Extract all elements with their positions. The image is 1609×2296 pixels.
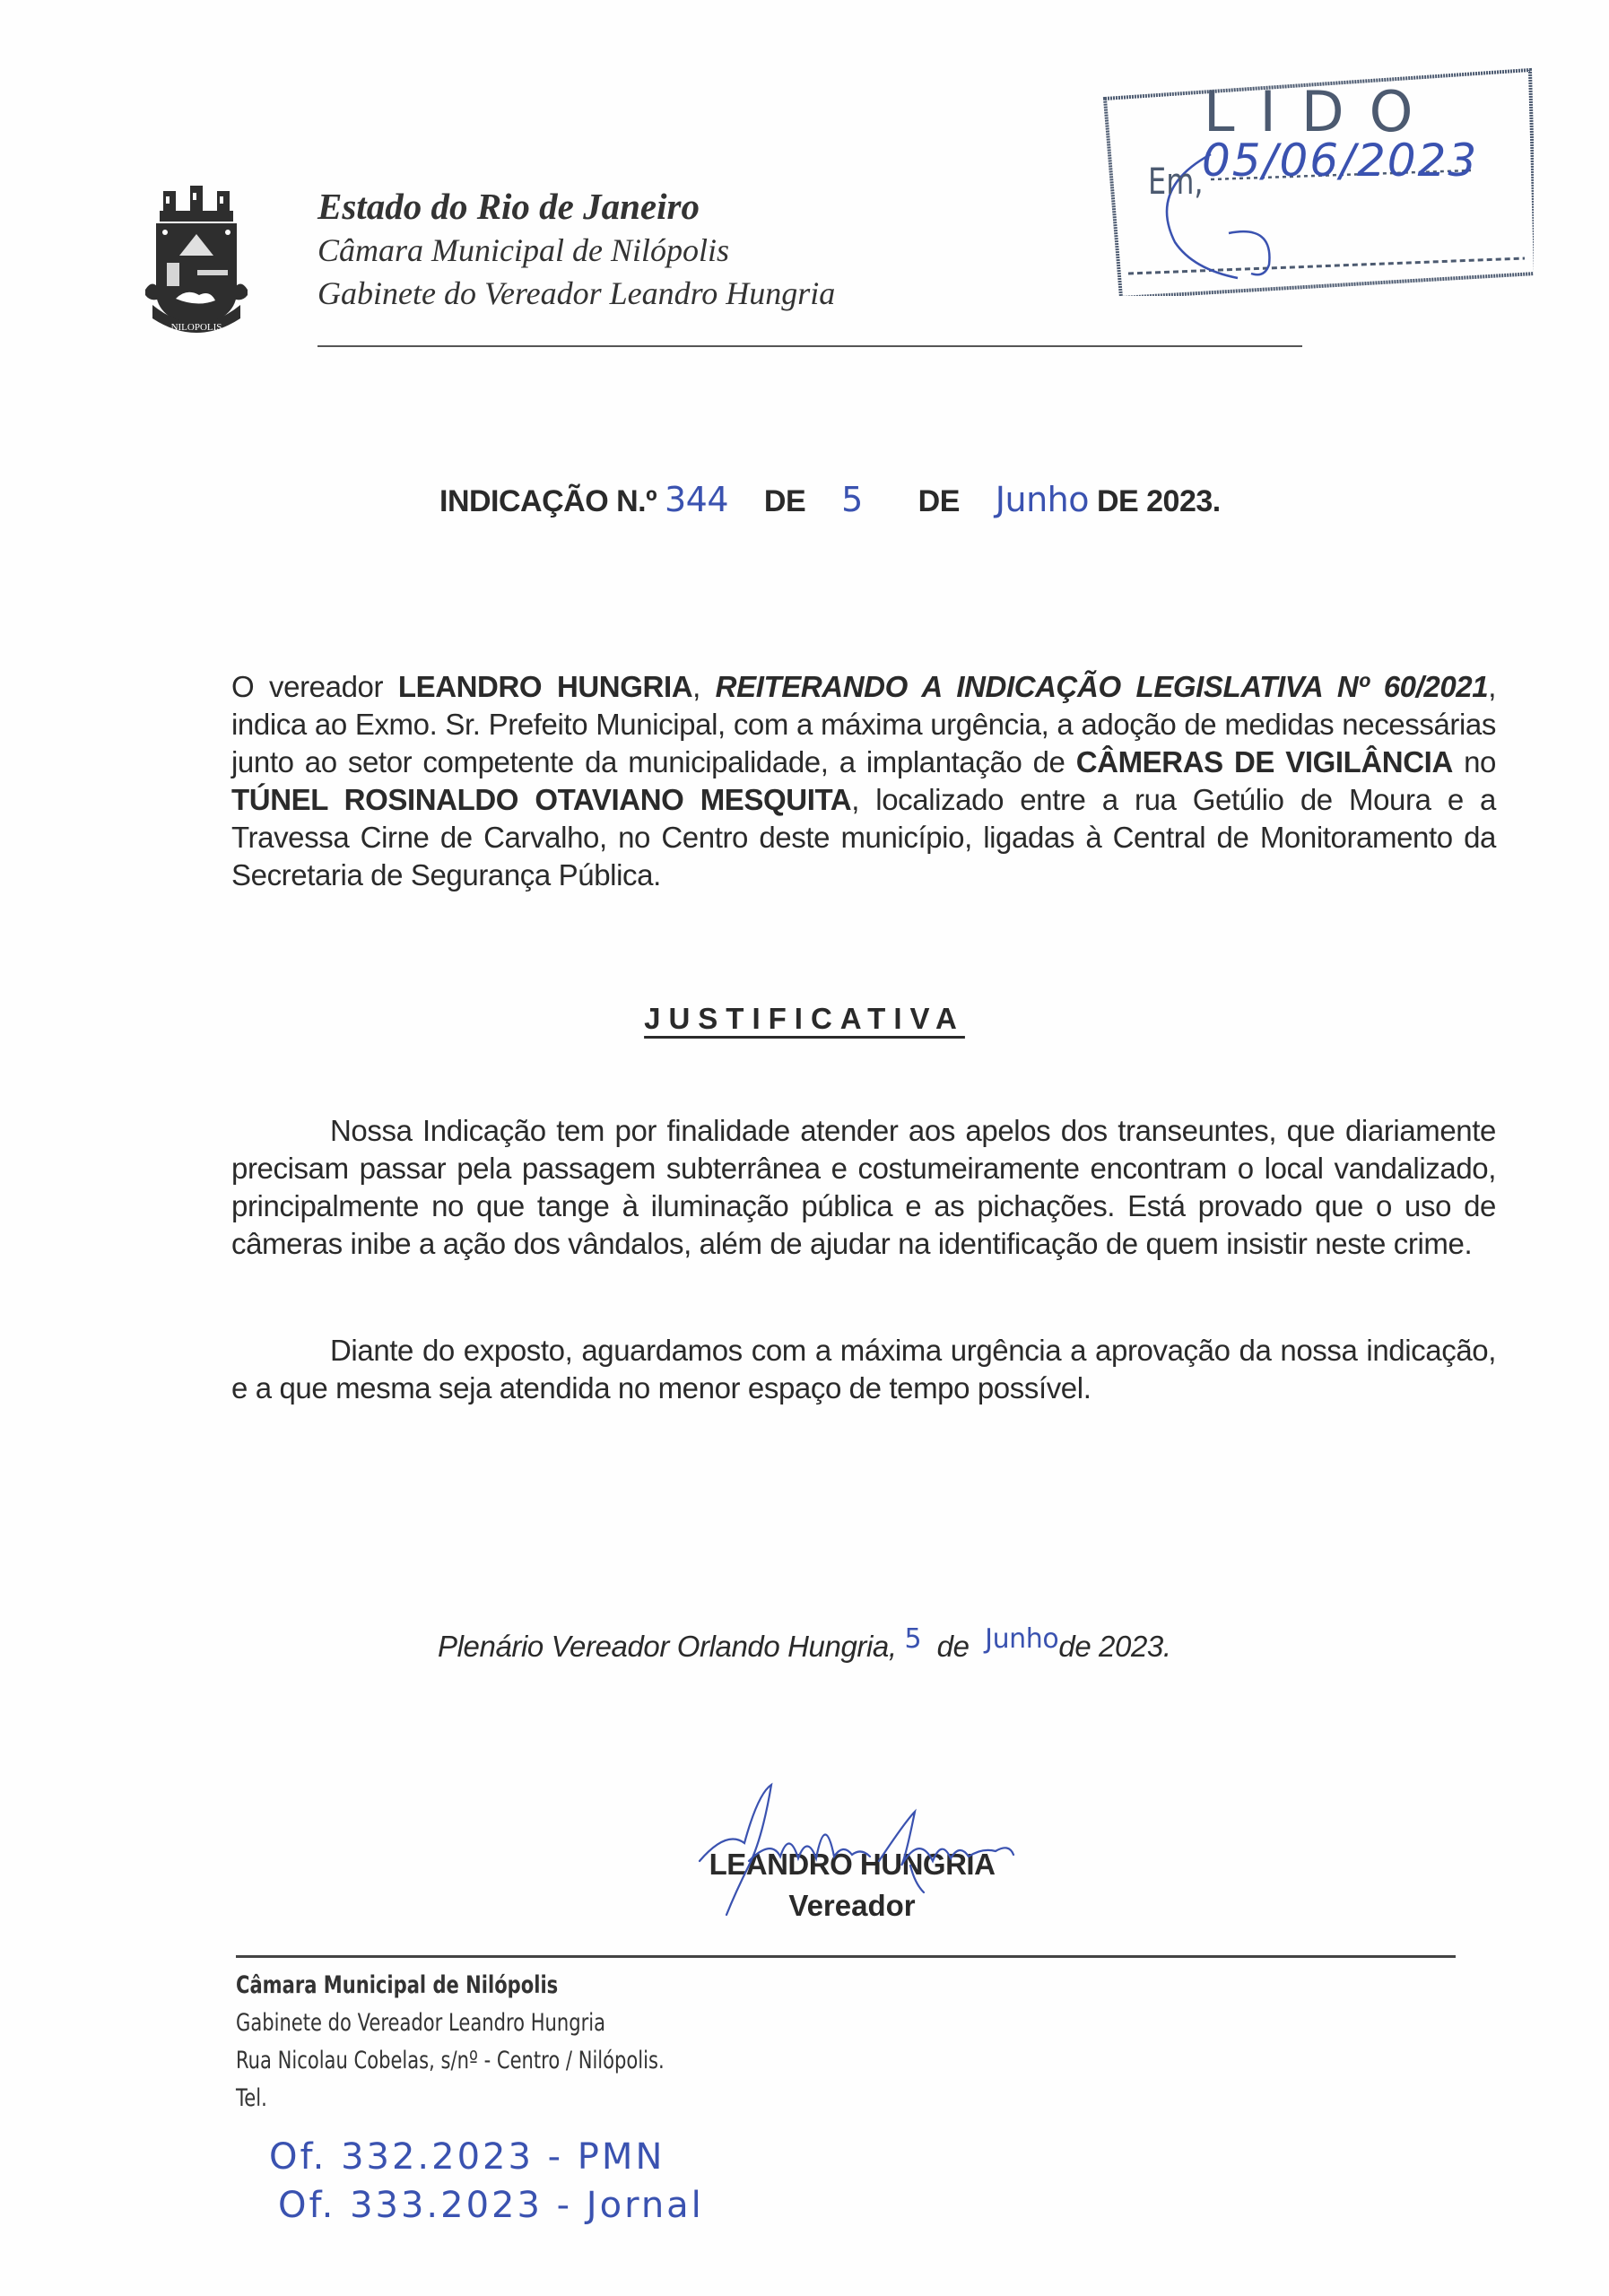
state-name: Estado do Rio de Janeiro	[317, 186, 700, 227]
note-line: Of. 333.2023 - Jornal	[278, 2185, 704, 2226]
signatory-role: Vereador	[788, 1889, 916, 1922]
document-title	[439, 480, 1221, 519]
title-year: DE 2023.	[1096, 484, 1221, 518]
stamp-handwritten-date: 05/06/2023	[1202, 135, 1479, 187]
letterhead	[317, 184, 835, 315]
title-de: DE	[763, 484, 806, 518]
handwritten-signature	[673, 1758, 1049, 1919]
title-month: Junho	[995, 480, 1090, 519]
reiterated-indication: REITERANDO A INDICAÇÃO LEGISLATIVA Nº 60/2021	[715, 670, 1489, 703]
chamber-name: Câmara Municipal de Nilópolis	[317, 232, 729, 268]
footer-phone: Tel.	[236, 2084, 267, 2112]
indication-paragraph: O vereador LEANDRO HUNGRIA, REITERANDO A INDICAÇÃO LEGISLATIVA Nº 60/2021, indica ao Exmo. Sr. Prefeito Municipal, com a máxima urgência, a adoção de medidas necessárias junto ao setor competente da municipalidade, a implantação de CÂMERAS DE VIGILÂNCIA no TÚNEL ROSINALDO OTAVIANO MESQUITA, localizado entre a rua Getúlio de Moura e a Travessa Cirne de Carvalho, no Centro deste município, ligadas à Central de Monitoramento da Secretaria de Segurança Pública.	[231, 670, 1496, 891]
closing-month: Junho	[985, 1623, 1059, 1655]
title-prefix: INDICAÇÃO N.º	[439, 484, 657, 518]
conclusion-paragraph: Diante do exposto, aguardamos com a máxima urgência a aprovação da nossa indicação, e a que mesma seja atendida no menor espaço de tempo possível.	[231, 1334, 1496, 1405]
signatory-name: LEANDRO HUNGRIA	[709, 1848, 996, 1881]
footer-address	[236, 1967, 665, 2118]
justification-paragraph: Nossa Indicação tem por finalidade atender aos apelos dos transeuntes, que diariamente precisam passar pela passagem subterrânea e costumeiramente encontram o local vandalizado, principalmente no que tange à iluminação pública e as pichações. Está provado que o uso de câmeras inibe a ação dos vândalos, além de ajudar na identificação de quem insistir neste crime.	[231, 1114, 1496, 1260]
note-line: Of. 332.2023 - PMN	[269, 2136, 665, 2178]
office-name: Gabinete do Vereador Leandro Hungria	[317, 275, 836, 311]
footer-chamber: Câmara Municipal de Nilópolis	[236, 1971, 559, 1999]
stamp-em-label: Em,	[1148, 161, 1204, 203]
requested-item: CÂMERAS DE VIGILÂNCIA	[1075, 745, 1453, 778]
footer-office: Gabinete do Vereador Leandro Hungria	[236, 2009, 606, 2037]
closing-place-date: Plenário Vereador Orlando Hungria, 5 de Junhode 2023.	[438, 1623, 1171, 1663]
tunnel-name: TÚNEL ROSINALDO OTAVIANO MESQUITA	[231, 783, 852, 816]
title-de: DE	[918, 484, 960, 518]
title-day: 5	[841, 480, 863, 519]
councilor-name: LEANDRO HUNGRIA	[397, 670, 693, 703]
handwritten-office-notes	[269, 2133, 704, 2230]
header-divider	[317, 345, 1302, 347]
coat-of-arms-icon	[144, 184, 249, 341]
closing-day: 5	[904, 1623, 922, 1655]
footer-street: Rua Nicolau Cobelas, s/nº - Centro / Nilópolis.	[236, 2047, 665, 2074]
svg-text:NILOPOLIS: NILOPOLIS	[170, 322, 222, 333]
stamp-lido-label: LIDO	[1204, 79, 1439, 144]
footer-divider	[236, 1955, 1456, 1958]
indication-number: 344	[664, 480, 729, 519]
justification-heading: JUSTIFICATIVA	[644, 1002, 965, 1035]
